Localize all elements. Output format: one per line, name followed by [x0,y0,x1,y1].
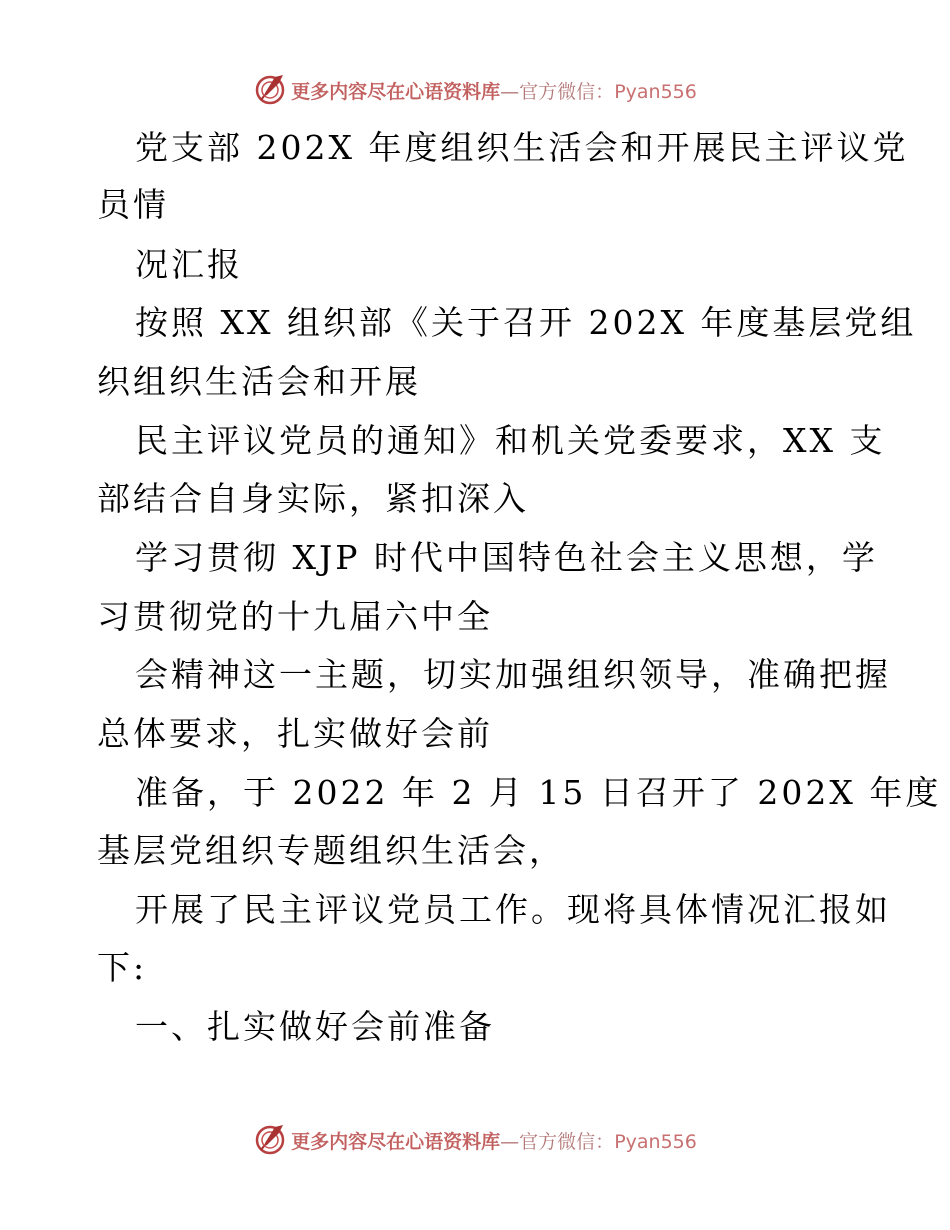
doc-line: 员情 [97,185,169,224]
doc-line: 民主评议党员的通知》和机关党委要求，XX 支 [135,421,886,460]
watermark-top [0,70,950,110]
doc-line: 织组织生活会和开展 [97,362,421,401]
watermark-dash: — [500,80,520,103]
doc-line: 会精神这一主题，切实加强组织领导，准确把握 [135,655,891,694]
pen-logo-icon [253,1123,287,1157]
doc-line: 总体要求，扎实做好会前 [97,714,493,753]
doc-line: 基层党组织专题组织生活会， [97,831,565,870]
doc-line: 下: [97,948,148,987]
doc-line: 习贯彻党的十九届六中全 [97,597,493,636]
watermark-text [291,1127,697,1154]
watermark-id: Pyan556 [614,1130,697,1153]
watermark-sub: 官方微信： [519,80,615,103]
watermark-main: 更多内容尽在心语资料库 [291,80,501,103]
doc-line: 按照 XX 组织部《关于召开 202X 年度基层党组 [135,303,917,342]
watermark-bottom [0,1120,950,1160]
doc-line: 学习贯彻 XJP 时代中国特色社会主义思想，学 [135,538,878,577]
doc-line: 开展了民主评议党员工作。现将具体情况汇报如 [135,890,891,929]
watermark-sub: 官方微信： [519,1130,615,1153]
doc-line: 一、扎实做好会前准备 [135,1007,495,1046]
watermark-text [291,77,697,104]
watermark-id: Pyan556 [614,80,697,103]
doc-line: 准备，于 2022 年 2 月 15 日召开了 202X 年度 [135,773,942,812]
doc-line: 部结合自身实际，紧扣深入 [97,479,529,518]
pen-logo-icon [253,73,287,107]
watermark-dash: — [500,1130,520,1153]
doc-line: 况汇报 [135,245,243,284]
doc-line: 党支部 202X 年度组织生活会和开展民主评议党 [135,128,909,167]
watermark-main: 更多内容尽在心语资料库 [291,1130,501,1153]
